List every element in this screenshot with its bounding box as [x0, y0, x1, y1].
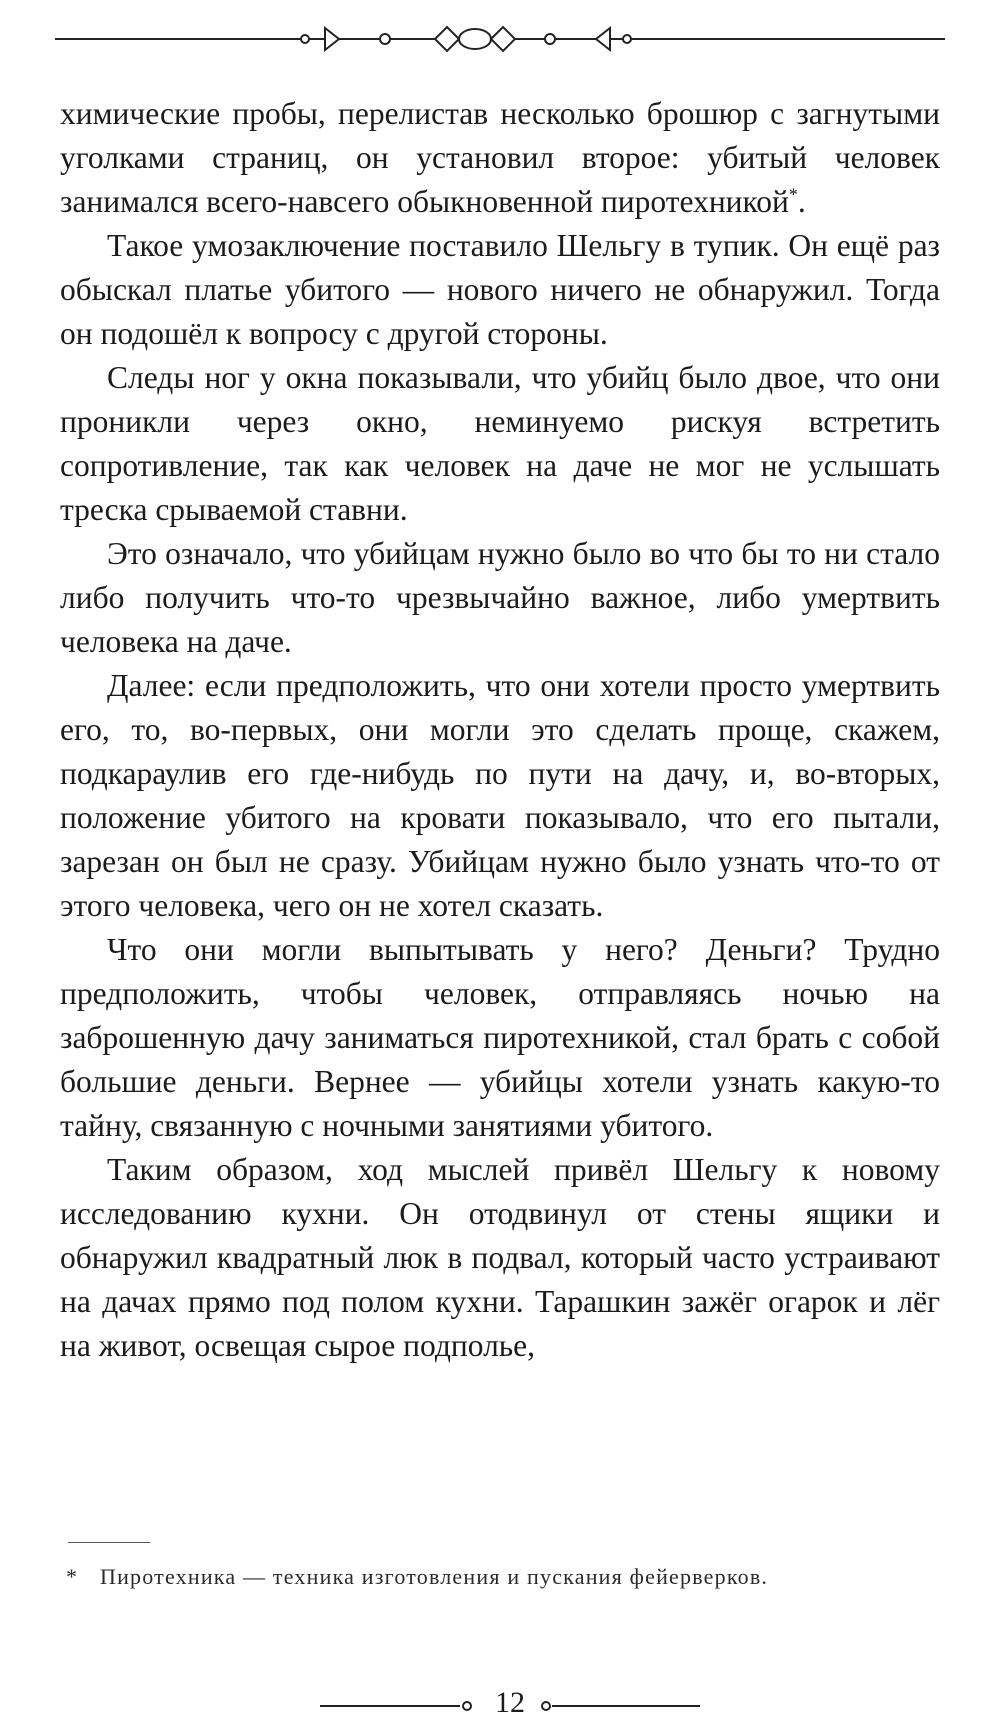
paragraph-5: Далее: если предположить, что они хотели просто умертвить его, то, во-первых, они могли это сделать проще, скажем, подкараулив его где-нибудь по пути на дачу, и, во-вторых, положение убитого на кровати показывало, что его пытали, зарезан он был не сразу. Убийцам нужно было узнать что-то от этого человека, чего он не хотел сказать.: [60, 668, 940, 923]
footnote: [66, 1555, 940, 1599]
footnote-text: Пиротехника — техника изготовления и пускания фейерверков.: [100, 1564, 769, 1589]
paragraph-4: Это означало, что убийцам нужно было во что бы то ни стало либо получить что-то чрезвычайно важное, либо умертвить человека на даче.: [60, 536, 940, 659]
top-ornament: [55, 14, 945, 64]
paragraph-1: химические пробы, перелистав несколько брошюр с загнутыми уголками страниц, он установил второе: убитый человек занимался всего-навсего обыкновенной пиротехникой*.: [60, 96, 940, 219]
paragraph-3: Следы ног у окна показывали, что убийц было двое, что они проникли через окно, неминуемо рискуя встретить сопротивление, так как человек на даче не мог не услышать треска срываемой ставни.: [60, 360, 940, 527]
paragraph-1-text: химические пробы, перелистав несколько брошюр с загнутыми уголками страниц, он установил второе: убитый человек занимался всего-навсего обыкновенной пиротехникой: [60, 96, 940, 219]
footnote-marker: *: [66, 1564, 79, 1589]
footnote-reference: *: [788, 184, 798, 205]
main-text: [60, 92, 940, 1368]
paragraph-2: Такое умозаключение поставило Шельгу в тупик. Он ещё раз обыскал платье убитого — нового ничего не обнаружил. Тогда он подошёл к вопросу с другой стороны.: [60, 228, 940, 351]
footnote-divider: [68, 1542, 150, 1543]
page-number: 12: [480, 1683, 540, 1723]
page-footer: [0, 1683, 1000, 1723]
paragraph-6: Что они могли выпытывать у него? Деньги? Трудно предположить, чтобы человек, отправляясь ночью на заброшенную дачу заниматься пиротехникой, стал брать с собой большие деньги. Вернее — убийцы хотели узнать какую-то тайну, связанную с ночными занятиями убитого.: [60, 932, 940, 1143]
paragraph-7: Таким образом, ход мыслей привёл Шельгу к новому исследованию кухни. Он отодвинул от стены ящики и обнаружил квадратный люк в подвал, который часто устраивают на дачах прямо под полом кухни. Тарашкин зажёг огарок и лёг на живот, освещая сырое подполье,: [60, 1152, 940, 1363]
